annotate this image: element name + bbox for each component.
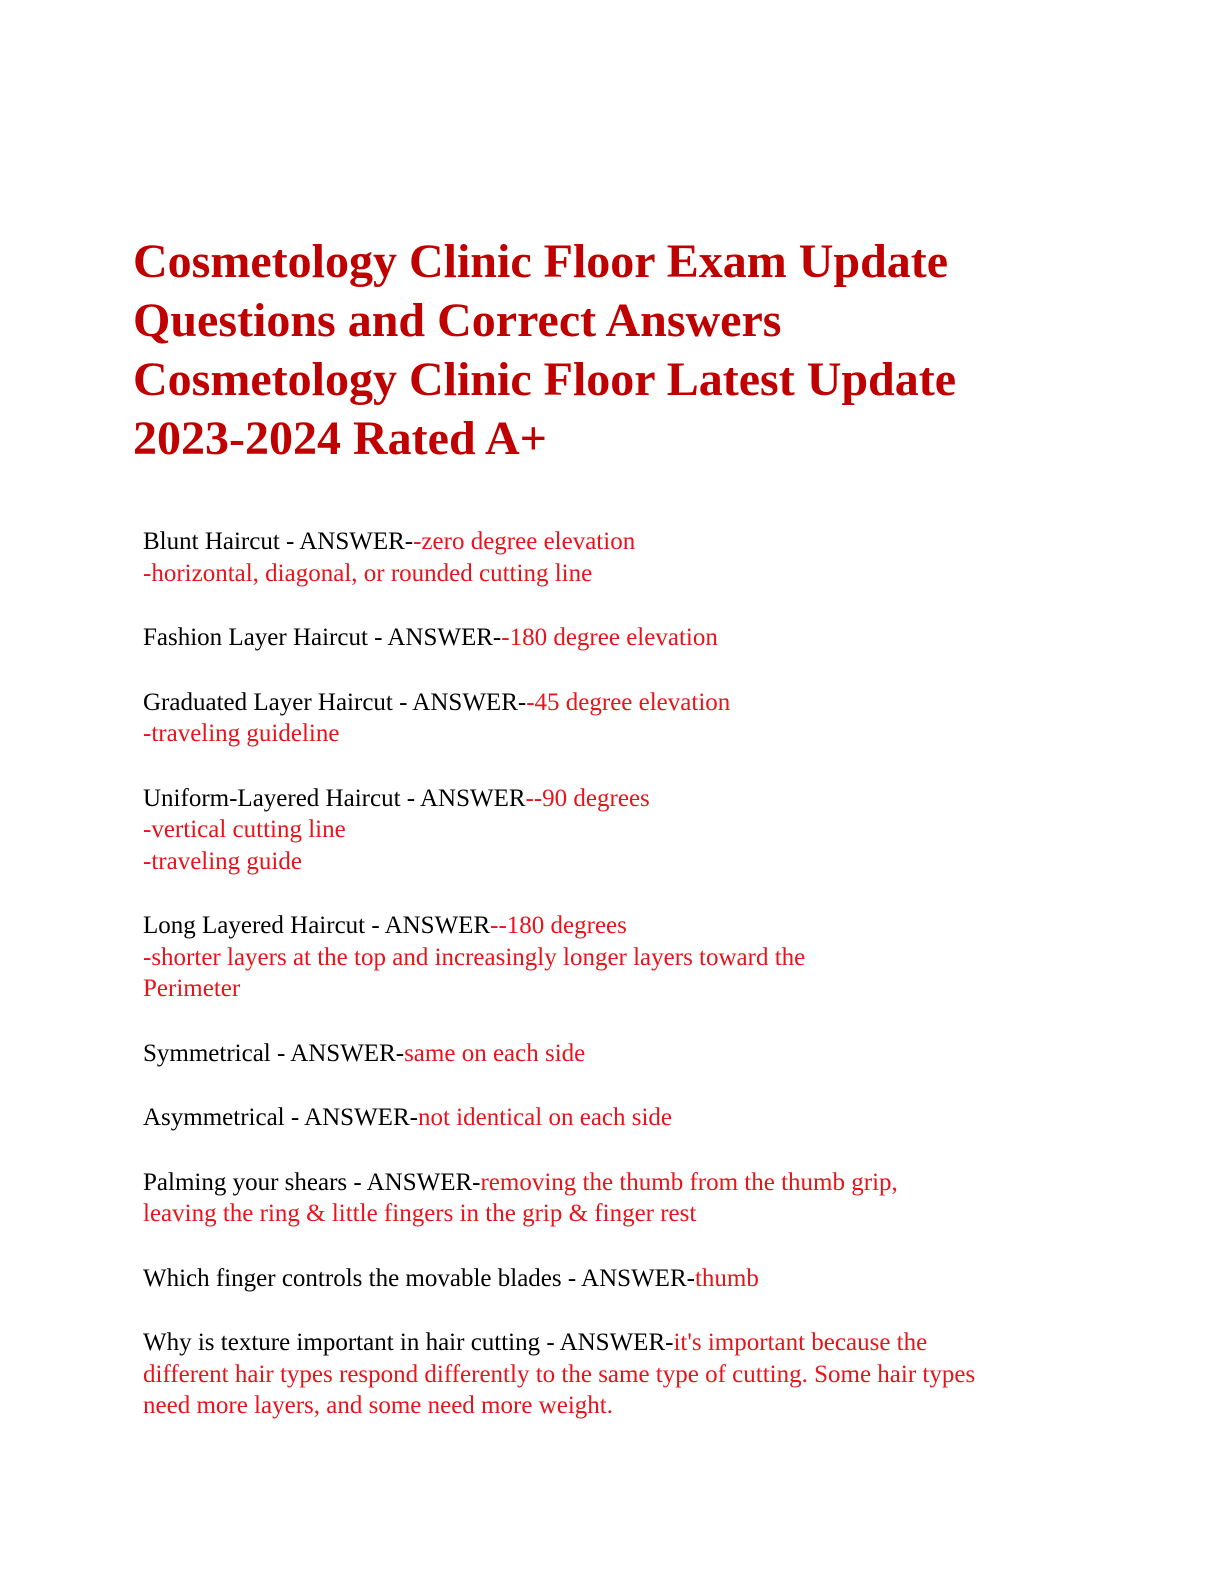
qa-item xyxy=(143,687,1103,750)
title-line: Questions and Correct Answers xyxy=(133,294,782,347)
answer-text: -shorter layers at the top and increasingly longer layers toward the xyxy=(143,943,806,971)
qa-item xyxy=(143,622,1103,654)
answer-text: it's important because the xyxy=(673,1329,928,1356)
question-text: Palming your shears - ANSWER- xyxy=(143,1168,481,1196)
qa-item xyxy=(143,1102,1103,1134)
qa-item xyxy=(143,910,1103,1005)
qa-item xyxy=(143,1263,1103,1295)
answer-text: -45 degree elevation xyxy=(526,688,731,716)
qa-item xyxy=(143,526,1103,589)
answer-text: -traveling guide xyxy=(143,847,302,875)
question-text: Fashion Layer Haircut - ANSWER- xyxy=(143,624,502,651)
title-line: 2023-2024 Rated A+ xyxy=(133,412,547,465)
question-text: Which finger controls the movable blades - ANSWER- xyxy=(143,1264,695,1292)
question-text: Why is texture important in hair cutting - ANSWER- xyxy=(143,1329,674,1356)
qa-list xyxy=(143,526,1103,1455)
qa-item xyxy=(143,1038,1103,1070)
qa-item xyxy=(143,783,1103,878)
question-text: Asymmetrical - ANSWER- xyxy=(143,1104,418,1131)
answer-text: --180 degrees xyxy=(490,912,627,939)
answer-text: removing the thumb from the thumb grip, xyxy=(480,1168,898,1196)
answer-text: Perimeter xyxy=(143,975,241,1002)
answer-text: -180 degree elevation xyxy=(501,624,718,651)
answer-text: different hair types respond differently to the same type of cutting. Some hair types xyxy=(143,1360,976,1388)
answer-text: -horizontal, diagonal, or rounded cutting line xyxy=(143,559,593,587)
answer-text: -traveling guideline xyxy=(143,720,340,747)
answer-text: -vertical cutting line xyxy=(143,816,346,843)
answer-text: -zero degree elevation xyxy=(413,528,636,555)
answer-text: need more layers, and some need more weight. xyxy=(143,1392,613,1419)
qa-item xyxy=(143,1327,1103,1422)
answer-text: thumb xyxy=(694,1264,759,1292)
document-title xyxy=(133,232,1093,468)
title-line: Cosmetology Clinic Floor Exam Update xyxy=(133,235,949,288)
question-text: Long Layered Haircut - ANSWER xyxy=(143,912,491,939)
title-line: Cosmetology Clinic Floor Latest Update xyxy=(133,353,957,406)
question-text: Uniform-Layered Haircut - ANSWER xyxy=(143,784,526,812)
answer-text: leaving the ring & little fingers in the grip & finger rest xyxy=(143,1200,697,1227)
qa-item xyxy=(143,1167,1103,1230)
question-text: Blunt Haircut - ANSWER- xyxy=(143,528,414,555)
answer-text: not identical on each side xyxy=(417,1104,673,1131)
question-text: Graduated Layer Haircut - ANSWER- xyxy=(143,688,527,716)
question-text: Symmetrical - ANSWER- xyxy=(143,1039,405,1067)
answer-text: same on each side xyxy=(404,1039,586,1067)
answer-text: --90 degrees xyxy=(525,784,650,812)
